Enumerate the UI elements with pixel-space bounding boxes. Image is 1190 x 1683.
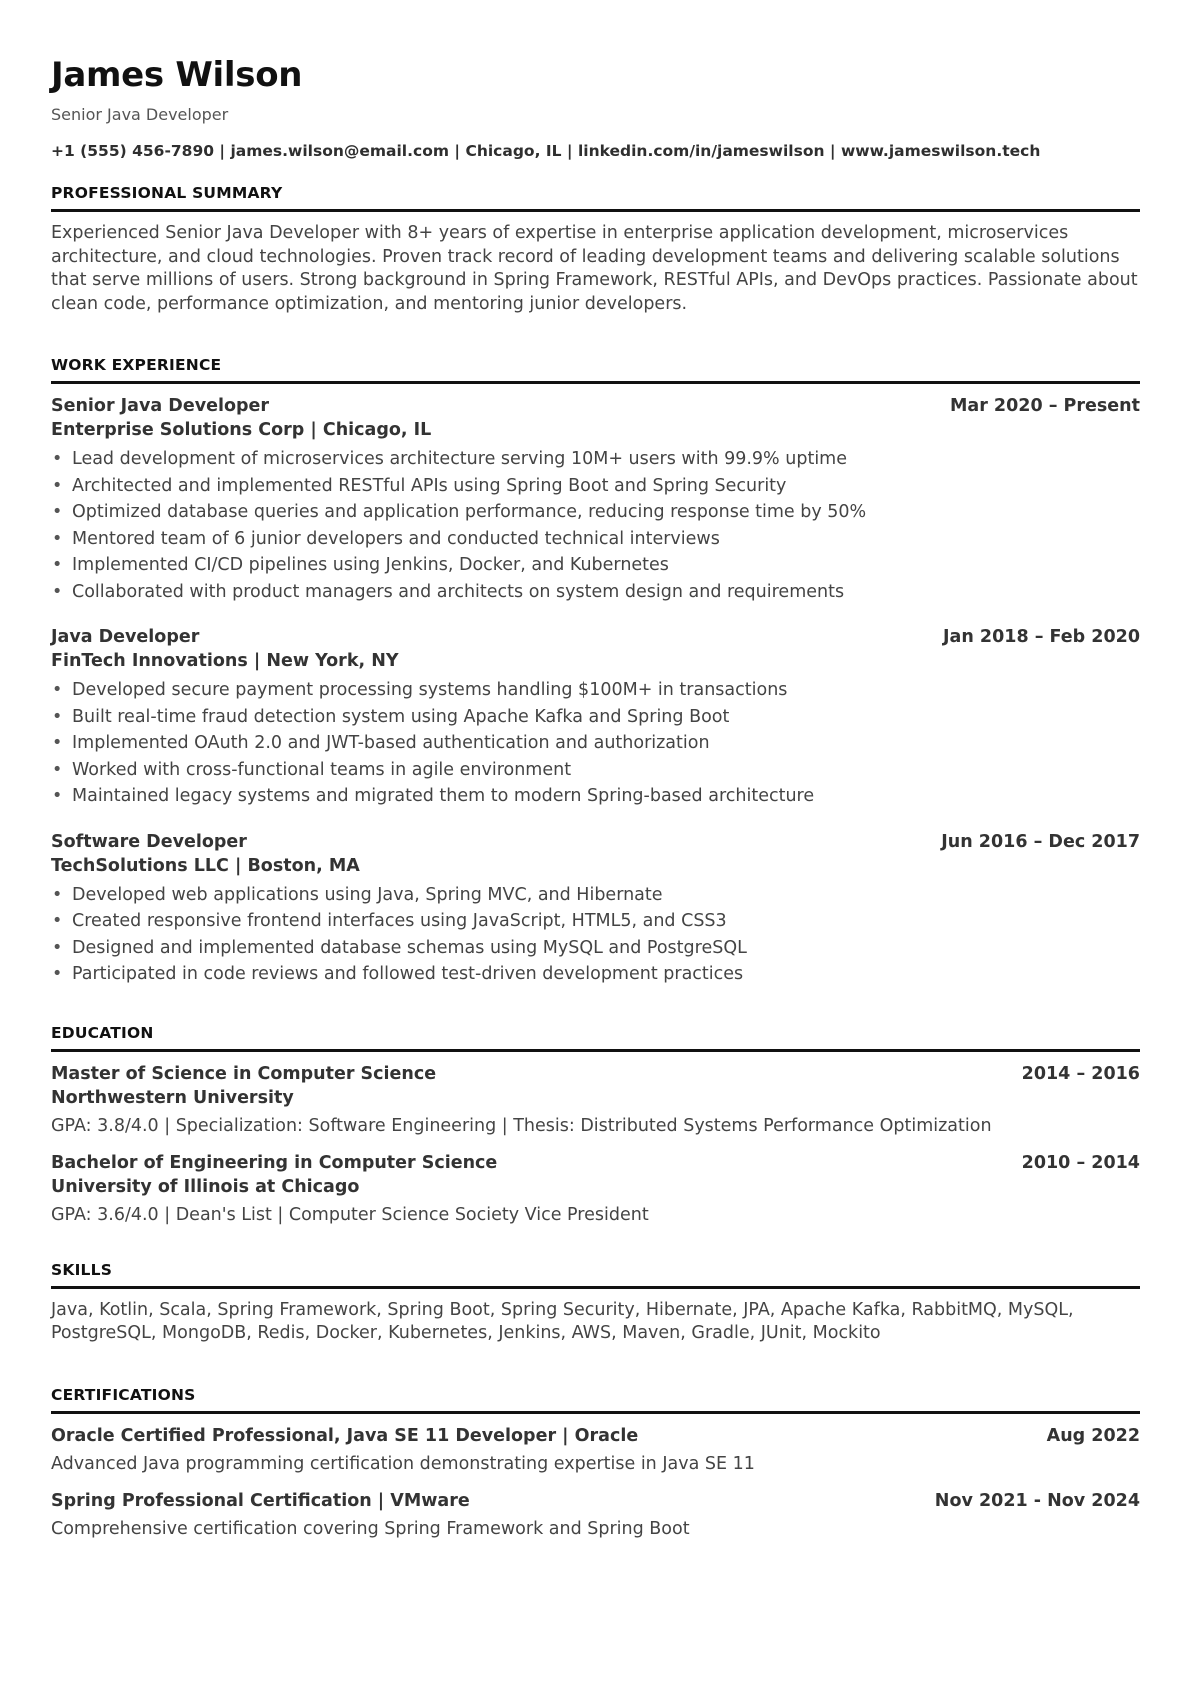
job-role: Senior Java Developer (51, 396, 270, 416)
bullet-item: • Lead development of microservices architecture serving 10M+ users with 99.9% uptime (51, 446, 1140, 473)
section-title-skills: SKILLS (51, 1259, 1140, 1289)
job-bullets (51, 677, 1140, 810)
job-header (51, 394, 1140, 418)
certification-entry (51, 1424, 1140, 1477)
skills-section (51, 1259, 1140, 1346)
candidate-name: James Wilson (51, 55, 303, 95)
job-bullets (51, 446, 1140, 605)
education-section (51, 1022, 1140, 1228)
education-school: University of Illinois at Chicago (51, 1176, 360, 1197)
education-header (51, 1151, 1140, 1175)
job-header (51, 625, 1140, 649)
bullet-item: • Collaborated with product managers and architects on system design and requirements (51, 579, 1140, 606)
job-entry (51, 625, 1140, 810)
job-company: Enterprise Solutions Corp | Chicago, IL (51, 420, 432, 440)
education-degree: Master of Science in Computer Science (51, 1063, 437, 1084)
bullet-item: • Implemented OAuth 2.0 and JWT-based authentication and authorization (51, 730, 1140, 757)
bullet-item: • Built real-time fraud detection system using Apache Kafka and Spring Boot (51, 704, 1140, 731)
job-company: TechSolutions LLC | Boston, MA (51, 855, 360, 876)
bullet-item: • Architected and implemented RESTful APIs using Spring Boot and Spring Security (51, 473, 1140, 500)
job-role: Java Developer (51, 627, 200, 647)
job-company: FinTech Innovations | New York, NY (51, 651, 399, 671)
contact-line: +1 (555) 456-7890 | james.wilson@email.com | Chicago, IL | linkedin.com/in/jameswilson | www.jameswilson.tech (51, 142, 1041, 160)
education-entry (51, 1062, 1140, 1139)
certifications-section (51, 1384, 1140, 1542)
certification-dates: Aug 2022 (1046, 1425, 1140, 1446)
experience-section (51, 354, 1140, 988)
certification-detail: Comprehensive certification covering Spring Framework and Spring Boot (51, 1518, 690, 1539)
certification-entry (51, 1489, 1140, 1542)
education-detail: GPA: 3.6/4.0 | Dean's List | Computer Science Society Vice President (51, 1204, 649, 1225)
summary-text: Experienced Senior Java Developer with 8+ years of expertise in enterprise application development, microservices architecture, and cloud technologies. Proven track record of leading development teams and delivering scalable solutions that serve millions of users. Strong background in Spring Framework, RESTful APIs, and DevOps practices. Passionate about clean code, performance optimization, and mentoring junior developers. (51, 223, 1138, 314)
job-entry (51, 830, 1140, 988)
section-title-summary: PROFESSIONAL SUMMARY (51, 182, 1140, 212)
summary-section (51, 182, 1140, 316)
education-header (51, 1062, 1140, 1086)
bullet-item: • Implemented CI/CD pipelines using Jenkins, Docker, and Kubernetes (51, 552, 1140, 579)
job-dates: Jun 2016 – Dec 2017 (941, 831, 1140, 852)
section-title-education: EDUCATION (51, 1022, 1140, 1052)
education-entry (51, 1151, 1140, 1228)
bullet-item: • Designed and implemented database schemas using MySQL and PostgreSQL (51, 935, 1140, 962)
certification-detail: Advanced Java programming certification demonstrating expertise in Java SE 11 (51, 1453, 755, 1474)
certification-header (51, 1424, 1140, 1448)
education-detail: GPA: 3.8/4.0 | Specialization: Software Engineering | Thesis: Distributed Systems Performance Optimization (51, 1115, 992, 1136)
bullet-item: • Optimized database queries and application performance, reducing response time by 50% (51, 499, 1140, 526)
bullet-item: • Mentored team of 6 junior developers and conducted technical interviews (51, 526, 1140, 553)
certification-name: Oracle Certified Professional, Java SE 11 Developer | Oracle (51, 1425, 639, 1446)
education-school: Northwestern University (51, 1087, 294, 1108)
candidate-headline: Senior Java Developer (51, 105, 229, 124)
bullet-item: • Developed web applications using Java, Spring MVC, and Hibernate (51, 882, 1140, 909)
education-dates: 2010 – 2014 (1021, 1152, 1140, 1173)
education-degree: Bachelor of Engineering in Computer Science (51, 1152, 498, 1173)
bullet-item: • Maintained legacy systems and migrated them to modern Spring-based architecture (51, 783, 1140, 810)
job-bullets (51, 882, 1140, 988)
job-header (51, 830, 1140, 854)
bullet-item: • Participated in code reviews and followed test-driven development practices (51, 961, 1140, 988)
certification-name: Spring Professional Certification | VMware (51, 1490, 470, 1511)
job-dates: Jan 2018 – Feb 2020 (943, 627, 1140, 647)
job-entry (51, 394, 1140, 605)
education-dates: 2014 – 2016 (1021, 1063, 1140, 1084)
bullet-item: • Created responsive frontend interfaces using JavaScript, HTML5, and CSS3 (51, 908, 1140, 935)
bullet-item: • Worked with cross-functional teams in agile environment (51, 757, 1140, 784)
certification-dates: Nov 2021 - Nov 2024 (934, 1490, 1140, 1511)
job-dates: Mar 2020 – Present (949, 396, 1140, 416)
bullet-item: • Developed secure payment processing systems handling $100M+ in transactions (51, 677, 1140, 704)
skills-text: Java, Kotlin, Scala, Spring Framework, Spring Boot, Spring Security, Hibernate, JPA, Apache Kafka, RabbitMQ, MySQL, PostgreSQL, MongoDB, Redis, Docker, Kubernetes, Jenkins, AWS, Maven, Gradle, JUnit, Mockito (51, 1299, 1074, 1343)
job-role: Software Developer (51, 831, 247, 852)
certification-header (51, 1489, 1140, 1513)
section-title-certifications: CERTIFICATIONS (51, 1384, 1140, 1414)
section-title-experience: WORK EXPERIENCE (51, 354, 1140, 384)
